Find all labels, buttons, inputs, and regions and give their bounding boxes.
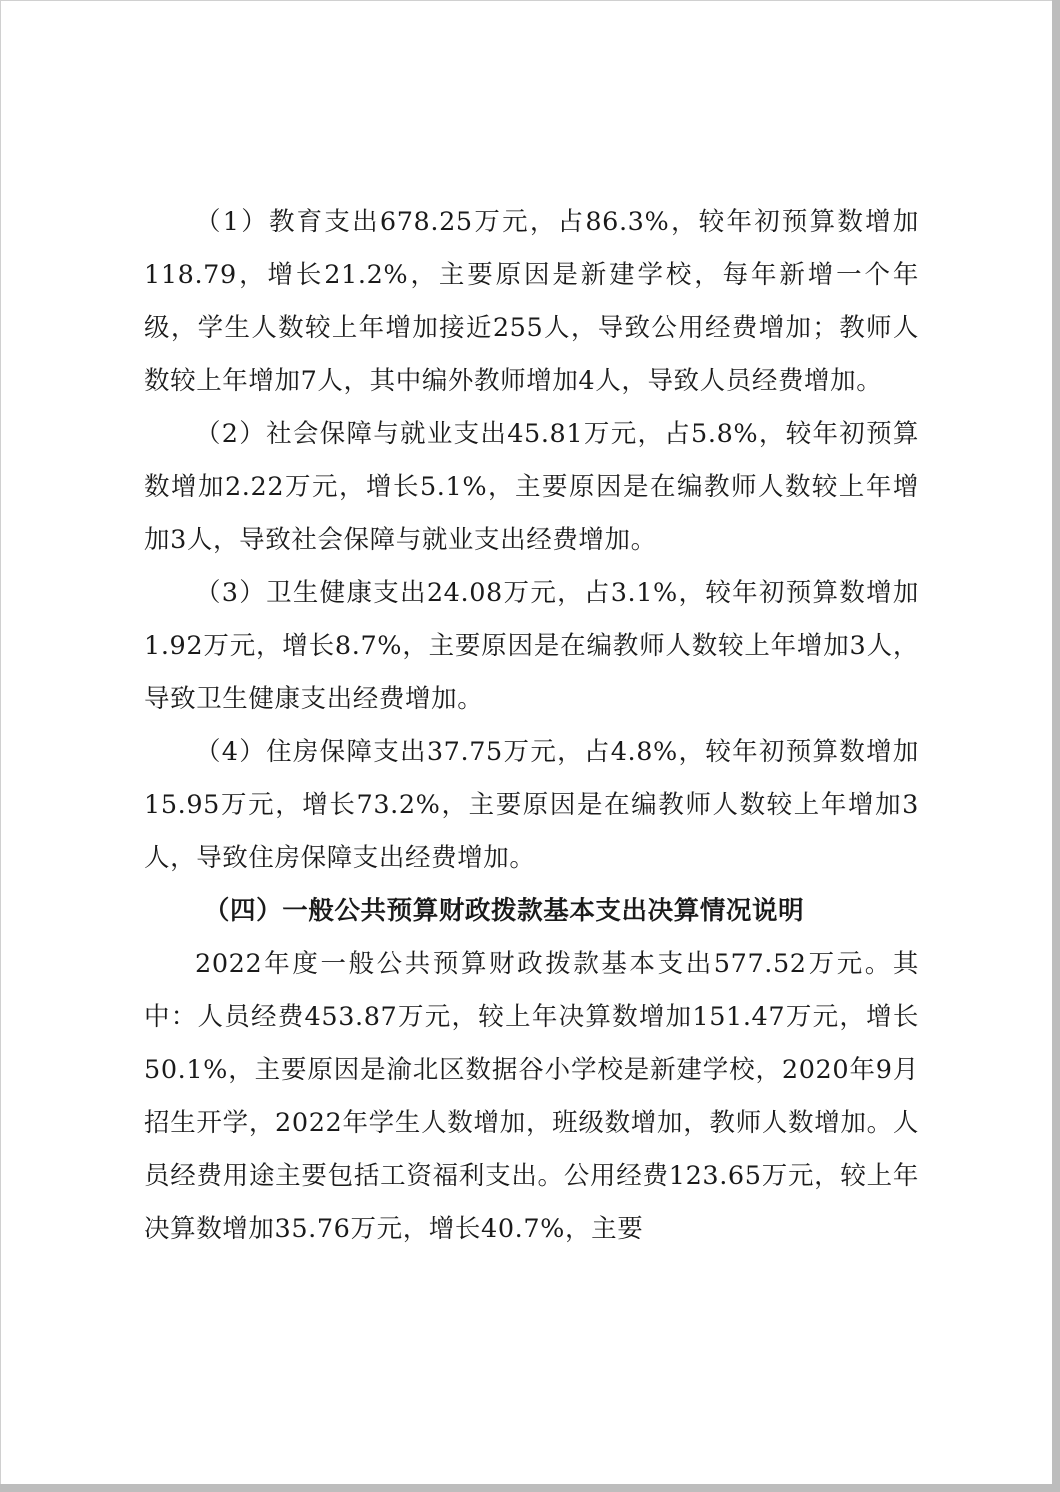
document-body: [144, 196, 919, 1256]
paragraph-housing-expense: （4）住房保障支出37.75万元，占4.8%，较年初预算数增加15.95万元，增长73.2%，主要原因是在编教师人数较上年增加3人，导致住房保障支出经费增加。: [144, 737, 919, 873]
paragraph-health-expense: （3）卫生健康支出24.08万元，占3.1%，较年初预算数增加1.92万元，增长8.7%，主要原因是在编教师人数较上年增加3人，导致卫生健康支出经费增加。: [144, 578, 919, 714]
paragraph-social-security-expense: （2）社会保障与就业支出45.81万元，占5.8%，较年初预算数增加2.22万元，增长5.1%，主要原因是在编教师人数较上年增加3人，导致社会保障与就业支出经费增加。: [144, 419, 919, 555]
section-heading-basic-expenditure: （四）一般公共预算财政拨款基本支出决算情况说明: [203, 896, 805, 926]
paragraph-basic-expenditure: 2022年度一般公共预算财政拨款基本支出577.52万元。其中：人员经费453.87万元，较上年决算数增加151.47万元，增长50.1%，主要原因是渝北区数据谷小学校是新建学校，2020年9月招生开学，2022年学生人数增加，班级数增加，教师人数增加。人员经费用途主要包括工资福利支出。公用经费123.65万元，较上年决算数增加35.76万元，增长40.7%，主要: [144, 949, 919, 1244]
paragraph-education-expense: （1）教育支出678.25万元，占86.3%，较年初预算数增加118.79，增长21.2%，主要原因是新建学校，每年新增一个年级，学生人数较上年增加接近255人，导致公用经费增加；教师人数较上年增加7人，其中编外教师增加4人，导致人员经费增加。: [144, 207, 919, 396]
